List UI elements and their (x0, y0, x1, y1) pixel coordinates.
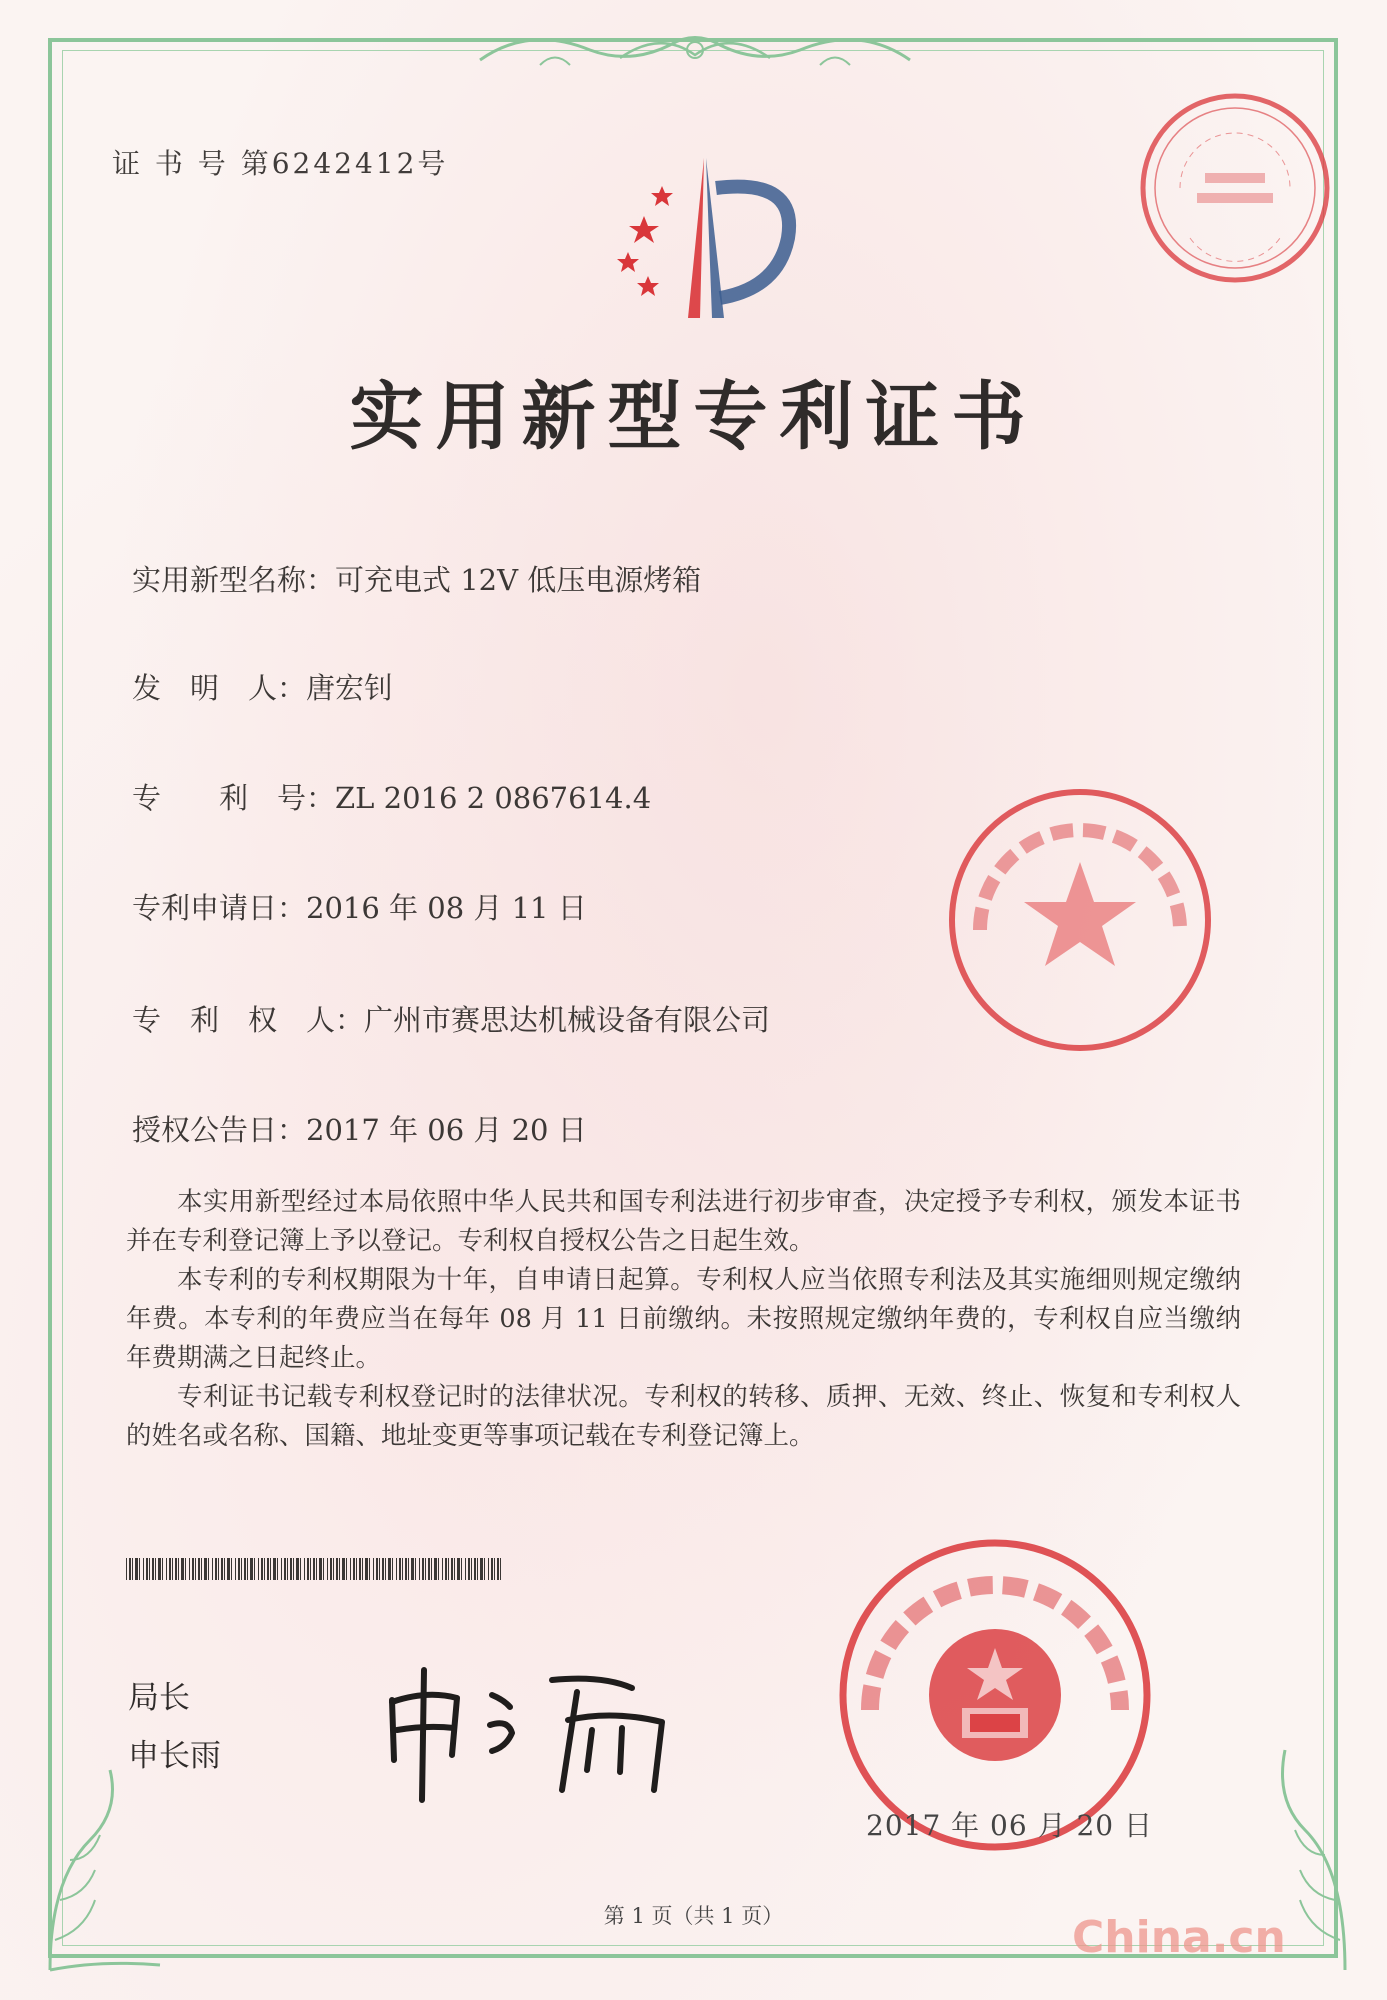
barcode-bar (411, 1558, 414, 1580)
field-application-date (132, 886, 587, 927)
barcode-bar (247, 1558, 248, 1580)
barcode-bar (488, 1558, 489, 1580)
barcode-bar (258, 1558, 259, 1580)
barcode-bar (442, 1558, 443, 1580)
barcode-bar (155, 1558, 156, 1580)
body-paragraph: 专利证书记载专利权登记时的法律状况。专利权的转移、质押、无效、终止、恢复和专利权人的姓名或名称、国籍、地址变更等事项记载在专利登记簿上。 (126, 1382, 1241, 1451)
barcode-bar (373, 1558, 374, 1580)
certificate-body (126, 1183, 1241, 1456)
field-label: 专 利 号： (132, 781, 336, 815)
barcode-bar (215, 1558, 217, 1580)
barcode-bar (468, 1558, 470, 1580)
barcode-bar (149, 1558, 150, 1580)
barcode-bar (296, 1558, 299, 1580)
field-label: 授权公告日： (132, 1113, 307, 1147)
barcode-bar (158, 1558, 161, 1580)
barcode-bar (434, 1558, 437, 1580)
barcode-bar (169, 1558, 171, 1580)
director-name: 申长雨 (128, 1738, 221, 1774)
barcode-bar (208, 1558, 209, 1580)
company-seal-stamp (940, 780, 1220, 1060)
barcode-bar (284, 1558, 286, 1580)
barcode-bar (264, 1558, 265, 1580)
barcode-bar (241, 1558, 242, 1580)
barcode-bar (316, 1558, 317, 1580)
barcode-bar (336, 1558, 338, 1580)
barcode-bar (346, 1558, 347, 1580)
barcode-bar (342, 1558, 345, 1580)
barcode-bar (399, 1558, 401, 1580)
barcode-bar (425, 1558, 426, 1580)
barcode-bar (369, 1558, 370, 1580)
barcode-bar (461, 1558, 462, 1580)
barcode-bar (132, 1558, 133, 1580)
director-signature (372, 1640, 702, 1810)
barcode-bar (474, 1558, 476, 1580)
barcode-bar (139, 1558, 140, 1580)
body-paragraph: 本专利的专利权期限为十年，自申请日起算。专利权人应当依照专利法及其实施细则规定缴纳年费。本专利的年费应当在每年 08 月 11 日前缴纳。未按照规定缴纳年费的，专利权自应当缴纳年费期满之日起终止。 (126, 1265, 1241, 1373)
barcode-bar (385, 1558, 386, 1580)
barcode-bar (405, 1558, 407, 1580)
barcode-bar (415, 1558, 416, 1580)
barcode-bar (250, 1558, 253, 1580)
barcode-bar (396, 1558, 397, 1580)
field-label: 专利申请日： (132, 891, 307, 925)
barcode-bar (379, 1558, 380, 1580)
page-number: 第 1 页（共 1 页） (603, 1904, 784, 1928)
barcode-bar (471, 1558, 472, 1580)
barcode-bar (319, 1558, 322, 1580)
barcode-bar (204, 1558, 207, 1580)
barcode-bar (235, 1558, 236, 1580)
barcode-bar (273, 1558, 276, 1580)
field-utility-model-name (132, 558, 701, 599)
barcode-bar (261, 1558, 263, 1580)
barcode-bar (201, 1558, 202, 1580)
patent-office-emblem (588, 148, 828, 328)
field-patent-number (132, 776, 651, 817)
barcode-bar (244, 1558, 246, 1580)
barcode-bar (135, 1558, 138, 1580)
barcode-bar (402, 1558, 403, 1580)
barcode-bar (300, 1558, 301, 1580)
barcode-bar (362, 1558, 363, 1580)
barcode-bar (330, 1558, 332, 1580)
barcode-bar (431, 1558, 432, 1580)
corner-ornament-bottom-left (30, 1760, 170, 1980)
barcode-bar (339, 1558, 340, 1580)
field-value: 唐宏钊 (306, 671, 394, 705)
barcode-bar (254, 1558, 255, 1580)
barcode-bar (388, 1558, 391, 1580)
barcode-bar (181, 1558, 184, 1580)
field-value: 2017 年 06 月 20 日 (306, 1113, 587, 1147)
barcode-bar (166, 1558, 167, 1580)
barcode-bar (192, 1558, 194, 1580)
barcode-bar (382, 1558, 384, 1580)
field-value: 广州市赛思达机械设备有限公司 (364, 1003, 771, 1037)
barcode-bar (290, 1558, 292, 1580)
barcode-bar (218, 1558, 219, 1580)
barcode-bar (313, 1558, 315, 1580)
barcode-bar (270, 1558, 271, 1580)
barcode-bar (428, 1558, 430, 1580)
watermark-logo: China.cn (1072, 1912, 1286, 1963)
barcode-bar (126, 1558, 127, 1580)
barcode-bar (172, 1558, 173, 1580)
barcode-bar (480, 1558, 483, 1580)
certificate-title: 实用新型专利证书 (349, 374, 1038, 460)
barcode-bar (477, 1558, 478, 1580)
barcode-bar (327, 1558, 328, 1580)
barcode-bar (152, 1558, 154, 1580)
barcode-bar (231, 1558, 232, 1580)
barcode-bar (419, 1558, 420, 1580)
barcode-bar (323, 1558, 324, 1580)
field-value: 2016 年 08 月 11 日 (306, 891, 587, 925)
barcode-bar (310, 1558, 311, 1580)
barcode-bar (445, 1558, 447, 1580)
barcode-bar (376, 1558, 378, 1580)
barcode-bar (238, 1558, 240, 1580)
barcode-bar (198, 1558, 200, 1580)
certificate-number: 证 书 号 第6242412号 (112, 147, 449, 180)
barcode-bar (281, 1558, 282, 1580)
barcode-bar (293, 1558, 294, 1580)
barcode-bar (227, 1558, 230, 1580)
barcode-bar (146, 1558, 148, 1580)
barcode-bar (491, 1558, 493, 1580)
barcode-bar (451, 1558, 453, 1580)
barcode-bar (494, 1558, 495, 1580)
barcode-bar (162, 1558, 163, 1580)
barcode-bar (287, 1558, 288, 1580)
field-inventor (132, 666, 393, 707)
barcode (126, 1558, 504, 1580)
barcode-bar (224, 1558, 225, 1580)
barcode-bar (129, 1558, 131, 1580)
barcode-bar (497, 1558, 499, 1580)
field-label: 实用新型名称： (132, 563, 336, 597)
field-patentee (132, 998, 770, 1039)
barcode-bar (143, 1558, 144, 1580)
barcode-bar (484, 1558, 485, 1580)
barcode-bar (448, 1558, 449, 1580)
top-ornament (470, 20, 920, 80)
barcode-bar (454, 1558, 455, 1580)
body-paragraph: 本实用新型经过本局依照中华人民共和国专利法进行初步审查，决定授予专利权，颁发本证书并在专利登记簿上予以登记。专利权自授权公告之日起生效。 (126, 1187, 1241, 1256)
barcode-bar (277, 1558, 278, 1580)
barcode-bar (438, 1558, 439, 1580)
barcode-bar (178, 1558, 179, 1580)
barcode-bar (500, 1558, 501, 1580)
barcode-bar (359, 1558, 361, 1580)
barcode-bar (221, 1558, 223, 1580)
barcode-bar (212, 1558, 213, 1580)
seal-date: 2017 年 06 月 20 日 (866, 1809, 1154, 1842)
barcode-bar (350, 1558, 351, 1580)
barcode-bar (185, 1558, 186, 1580)
barcode-bar (353, 1558, 355, 1580)
field-label: 发 明 人： (132, 671, 307, 705)
barcode-bar (195, 1558, 196, 1580)
barcode-bar (392, 1558, 393, 1580)
barcode-bar (189, 1558, 190, 1580)
barcode-bar (307, 1558, 309, 1580)
field-value: 可充电式 12V 低压电源烤箱 (335, 563, 702, 597)
tax-seal-stamp (1135, 88, 1335, 288)
barcode-bar (267, 1558, 269, 1580)
barcode-bar (422, 1558, 424, 1580)
field-grant-date (132, 1108, 587, 1149)
barcode-bar (408, 1558, 409, 1580)
barcode-bar (465, 1558, 466, 1580)
barcode-bar (175, 1558, 177, 1580)
field-value: ZL 2016 2 0867614.4 (335, 781, 652, 815)
director-title: 局长 (128, 1680, 190, 1716)
barcode-bar (365, 1558, 368, 1580)
barcode-bar (333, 1558, 334, 1580)
barcode-bar (457, 1558, 460, 1580)
barcode-bar (304, 1558, 305, 1580)
barcode-bar (356, 1558, 357, 1580)
field-label: 专 利 权 人： (132, 1003, 365, 1037)
